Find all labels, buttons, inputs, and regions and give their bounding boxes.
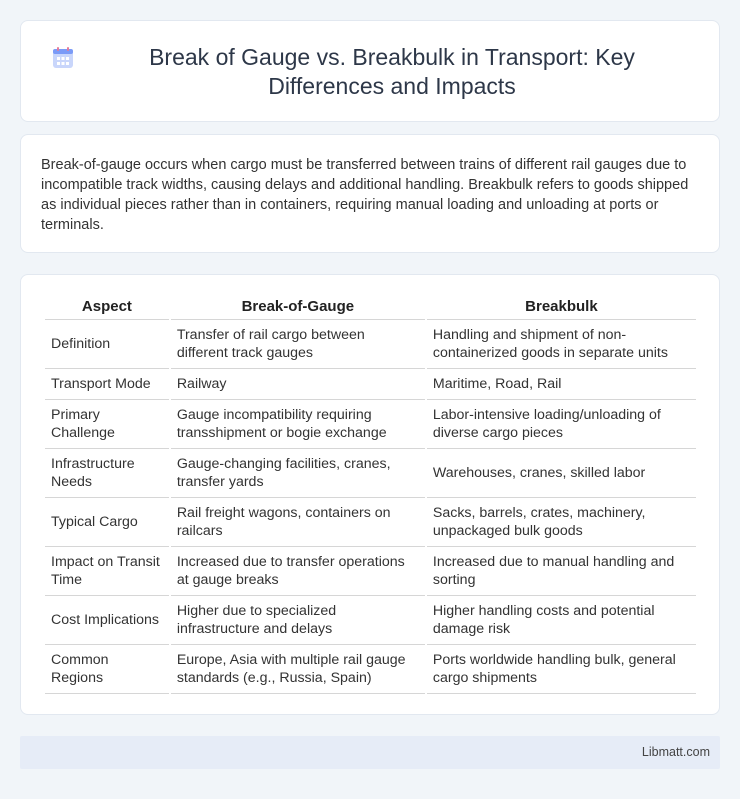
comparison-table-card	[20, 274, 720, 715]
title-card	[20, 20, 720, 122]
header-break-of-gauge: Break-of-Gauge	[171, 295, 425, 320]
cell-break-of-gauge: Increased due to transfer operations at gauge breaks	[171, 547, 425, 596]
cell-break-of-gauge: Transfer of rail cargo between different track gauges	[171, 320, 425, 369]
page-title: Break of Gauge vs. Breakbulk in Transport: Key Differences and Impacts	[149, 44, 635, 99]
cell-aspect: Infrastructure Needs	[45, 449, 169, 498]
footer	[20, 736, 720, 769]
cell-aspect: Transport Mode	[45, 369, 169, 400]
cell-aspect: Cost Implications	[45, 596, 169, 645]
cell-breakbulk: Warehouses, cranes, skilled labor	[427, 449, 696, 498]
cell-aspect: Definition	[45, 320, 169, 369]
cell-breakbulk: Ports worldwide handling bulk, general cargo shipments	[427, 645, 696, 694]
cell-breakbulk: Labor-intensive loading/unloading of diverse cargo pieces	[427, 400, 696, 449]
intro-paragraph: Break-of-gauge occurs when cargo must be transferred between trains of different rail gauges due to incompatible track widths, causing delays and additional handling. Breakbulk refers to goods shipped as individual pieces rather than in containers, requiring manual loading and unloading at ports or terminals.	[41, 157, 689, 233]
table-row	[45, 547, 696, 596]
cell-breakbulk: Sacks, barrels, crates, machinery, unpackaged bulk goods	[427, 498, 696, 547]
cell-break-of-gauge: Gauge-changing facilities, cranes, transfer yards	[171, 449, 425, 498]
cell-aspect: Impact on Transit Time	[45, 547, 169, 596]
cell-break-of-gauge: Rail freight wagons, containers on railcars	[171, 498, 425, 547]
cell-aspect: Typical Cargo	[45, 498, 169, 547]
table-row	[45, 645, 696, 694]
table-row	[45, 369, 696, 400]
cell-aspect: Primary Challenge	[45, 400, 169, 449]
cell-break-of-gauge: Gauge incompatibility requiring transshipment or bogie exchange	[171, 400, 425, 449]
intro-card	[20, 134, 720, 253]
comparison-table	[43, 295, 698, 694]
table-header-row	[45, 295, 696, 320]
cell-breakbulk: Higher handling costs and potential damage risk	[427, 596, 696, 645]
cell-break-of-gauge: Europe, Asia with multiple rail gauge standards (e.g., Russia, Spain)	[171, 645, 425, 694]
table-row	[45, 596, 696, 645]
cell-break-of-gauge: Railway	[171, 369, 425, 400]
cell-break-of-gauge: Higher due to specialized infrastructure and delays	[171, 596, 425, 645]
header-aspect: Aspect	[45, 295, 169, 320]
table-row	[45, 400, 696, 449]
cell-breakbulk: Handling and shipment of non-containerized goods in separate units	[427, 320, 696, 369]
header-breakbulk: Breakbulk	[427, 295, 696, 320]
table-row	[45, 320, 696, 369]
calendar-icon	[51, 46, 75, 70]
table-row	[45, 449, 696, 498]
title-wrap	[21, 21, 719, 101]
table-row	[45, 498, 696, 547]
cell-aspect: Common Regions	[45, 645, 169, 694]
footer-brand[interactable]: Libmatt.com	[641, 745, 710, 759]
cell-breakbulk: Increased due to manual handling and sorting	[427, 547, 696, 596]
cell-breakbulk: Maritime, Road, Rail	[427, 369, 696, 400]
